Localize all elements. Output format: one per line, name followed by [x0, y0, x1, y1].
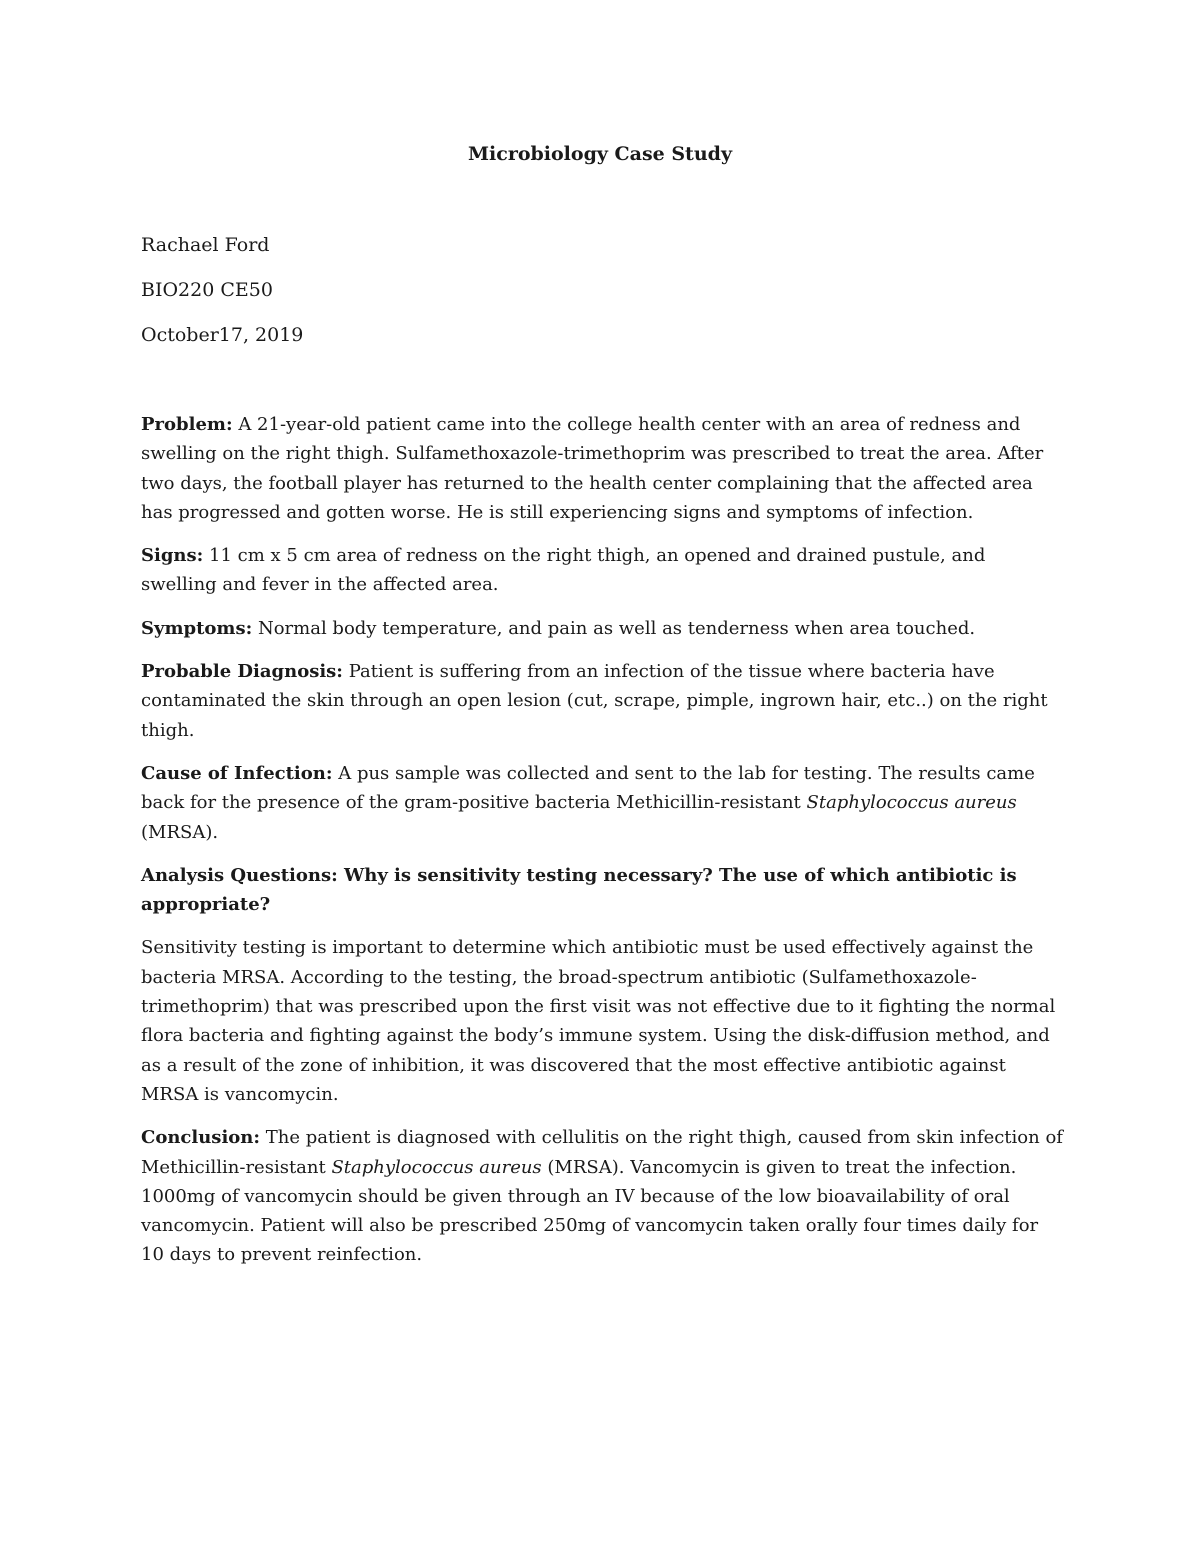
symptoms-label: Symptoms: [141, 617, 253, 639]
analysis-answer: Sensitivity testing is important to determine which antibiotic must be used effectively against the bacteria MRSA. According to the testing, the broad-spectrum antibiotic (Sulfamethoxazole-trimethoprim) that was prescribed upon the first visit was not effective due to it fighting the normal flora bacteria and fighting against the body’s immune system. Using the disk-diffusion method, and as a result of the zone of inhibition, it was discovered that the most effective antibiotic against MRSA is vancomycin. [141, 937, 1056, 1105]
analysis-question: Analysis Questions: Why is sensitivity testing necessary? The use of which antibiotic is appropriate? [141, 864, 1017, 916]
diagnosis-text: Patient is suffering from an infection of the tissue where bacteria have contaminated the skin through an open lesion (cut, scrape, pimple, ingrown hair, etc..) on the right thigh. [141, 661, 1048, 741]
conclusion-text-before: The patient is diagnosed with cellulitis on the right thigh, caused from skin infection of Methicillin-resistant [141, 1127, 1063, 1178]
symptoms-text: Normal body temperature, and pain as well as tenderness when area touched. [252, 617, 976, 639]
document-title: Microbiology Case Study [468, 143, 732, 165]
course-code: BIO220 CE50 [141, 279, 273, 301]
conclusion-text-after: (MRSA). Vancomycin is given to treat the infection. 1000mg of vancomycin should be given through an IV because of the low bioavailability of oral vancomycin. Patient will also be prescribed 250mg of vancomycin taken orally four times daily for 10 days to prevent reinfection. [141, 1156, 1039, 1266]
diagnosis-paragraph [141, 657, 1066, 745]
signs-paragraph [141, 541, 1066, 600]
signs-label: Signs: [141, 545, 204, 567]
document-body [141, 410, 1066, 1284]
document-date: October17, 2019 [141, 324, 304, 346]
symptoms-paragraph [141, 614, 1066, 643]
conclusion-paragraph [141, 1123, 1066, 1269]
cause-paragraph [141, 759, 1066, 847]
diagnosis-label: Probable Diagnosis: [141, 661, 343, 683]
cause-text-before: A pus sample was collected and sent to the lab for testing. The results came back for the presence of the gram-positive bacteria Methicillin-resistant [141, 762, 1035, 814]
cause-label: Cause of Infection: [141, 762, 333, 784]
cause-text-after: (MRSA). [141, 821, 219, 843]
cause-organism-italic: Staphylococcus aureus [806, 792, 1017, 814]
author-name: Rachael Ford [141, 234, 270, 256]
conclusion-organism-italic: Staphylococcus aureus [331, 1156, 542, 1178]
signs-text: 11 cm x 5 cm area of redness on the right thigh, an opened and drained pustule, and swelling and fever in the affected area. [141, 545, 986, 596]
problem-text: A 21-year-old patient came into the college health center with an area of redness and swelling on the right thigh. Sulfamethoxazole-trimethoprim was prescribed to treat the area. After two days, the football player has returned to the health center complaining that the affected area has progressed and gotten worse. He is still experiencing signs and symptoms of infection. [141, 414, 1044, 523]
problem-label: Problem: [141, 414, 233, 435]
conclusion-label: Conclusion: [141, 1127, 261, 1149]
problem-paragraph [141, 410, 1066, 527]
